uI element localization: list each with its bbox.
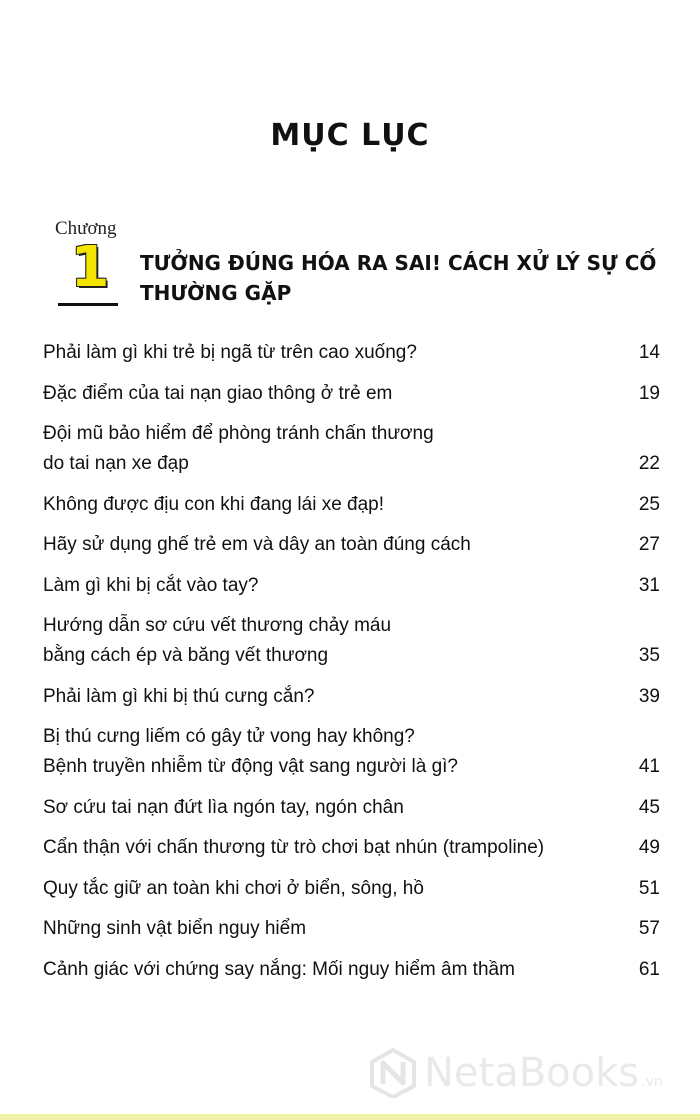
toc-entry-title-line: Quy tắc giữ an toàn khi chơi ở biển, sông, hồ: [43, 877, 424, 899]
chapter-underline: [58, 303, 118, 306]
toc-entry-title-line: Cảnh giác với chứng say nắng: Mối nguy hiểm âm thầm: [43, 958, 515, 980]
toc-entry-title: [43, 379, 630, 409]
toc-entry-title-line: Không được địu con khi đang lái xe đạp!: [43, 493, 385, 515]
toc-entry-page: 45: [638, 796, 660, 818]
toc-entry-title: [43, 722, 630, 782]
chapter-title-line: THƯỜNG GẶP: [140, 281, 292, 305]
toc-entry-title: [43, 955, 630, 985]
watermark-text: NetaBooks: [424, 1050, 640, 1096]
toc-entry-title: [43, 611, 630, 671]
toc-entry[interactable]: [43, 682, 660, 712]
toc-entry-title: [43, 833, 630, 863]
toc-entry[interactable]: [43, 833, 660, 863]
toc-entry-title-line: Phải làm gì khi bị thú cưng cắn?: [43, 685, 315, 707]
toc-entry-title: [43, 530, 630, 560]
chapter-title-line: TƯỞNG ĐÚNG HÓA RA SAI! CÁCH XỬ LÝ SỰ CỐ: [140, 251, 657, 275]
toc-entry-page: 27: [638, 534, 660, 555]
toc-entry-title: [43, 490, 630, 520]
toc-entry-title-line: Sơ cứu tai nạn đứt lìa ngón tay, ngón chân: [43, 796, 404, 818]
bottom-strip: [0, 1114, 700, 1120]
toc-list: [43, 338, 660, 995]
toc-entry-title: [43, 571, 630, 601]
toc-entry-title-line: do tai nạn xe đạp: [43, 453, 189, 474]
toc-entry[interactable]: [43, 611, 660, 671]
toc-entry[interactable]: [43, 793, 660, 823]
toc-entry[interactable]: [43, 571, 660, 601]
toc-entry-page: 31: [638, 574, 660, 596]
toc-entry-title-line: Làm gì khi bị cắt vào tay?: [43, 574, 259, 596]
page-title: MỤC LỤC: [270, 118, 430, 153]
toc-entry-title-line: Đội mũ bảo hiểm để phòng tránh chấn thương: [43, 423, 434, 444]
toc-entry-title-line: Đặc điểm của tai nạn giao thông ở trẻ em: [43, 382, 393, 404]
toc-entry-title-line: Hãy sử dụng ghế trẻ em và dây an toàn đúng cách: [43, 534, 471, 555]
toc-entry-title: [43, 874, 630, 904]
toc-entry[interactable]: [43, 379, 660, 409]
toc-entry[interactable]: [43, 955, 660, 985]
chapter-label: Chương: [55, 218, 117, 239]
toc-entry-page: 25: [638, 493, 660, 515]
netabooks-logo-icon: [368, 1048, 418, 1098]
toc-entry-title: [43, 682, 630, 712]
toc-entry-title: [43, 419, 630, 479]
toc-entry[interactable]: [43, 419, 660, 479]
toc-entry-page: 39: [638, 685, 660, 707]
toc-entry-page: 22: [638, 453, 660, 474]
toc-entry-title-line: bằng cách ép và băng vết thương: [43, 645, 329, 666]
toc-entry[interactable]: [43, 874, 660, 904]
toc-entry-page: 41: [638, 756, 660, 777]
toc-entry-title-line: Những sinh vật biển nguy hiểm: [43, 918, 307, 939]
toc-entry-page: 14: [638, 342, 660, 363]
watermark: [368, 1048, 663, 1098]
toc-entry-title-line: Phải làm gì khi trẻ bị ngã từ trên cao xuống?: [43, 342, 417, 363]
toc-entry[interactable]: [43, 490, 660, 520]
toc-entry-page: 35: [638, 645, 660, 666]
toc-entry-title-line: Bị thú cưng liếm có gây tử vong hay không?: [43, 726, 415, 747]
watermark-suffix: .vn: [641, 1074, 663, 1090]
chapter-title: [140, 248, 660, 308]
toc-entry-title-line: Bệnh truyền nhiễm từ động vật sang người là gì?: [43, 756, 458, 777]
toc-entry-page: 57: [638, 918, 660, 939]
toc-entry-title-line: Hướng dẫn sơ cứu vết thương chảy máu: [43, 615, 392, 636]
toc-entry-page: 51: [638, 877, 660, 899]
toc-entry-title: [43, 793, 630, 823]
toc-entry-title: [43, 914, 630, 944]
toc-entry-title-line: Cẩn thận với chấn thương từ trò chơi bạt nhún (trampoline): [43, 837, 545, 858]
toc-entry[interactable]: [43, 914, 660, 944]
toc-entry[interactable]: [43, 530, 660, 560]
toc-entry-page: 19: [638, 382, 660, 404]
toc-entry-title: [43, 338, 630, 368]
toc-entry[interactable]: [43, 722, 660, 782]
chapter-number: 1: [70, 235, 110, 300]
toc-entry-page: 49: [638, 837, 660, 858]
toc-entry[interactable]: [43, 338, 660, 368]
toc-entry-page: 61: [638, 958, 660, 980]
